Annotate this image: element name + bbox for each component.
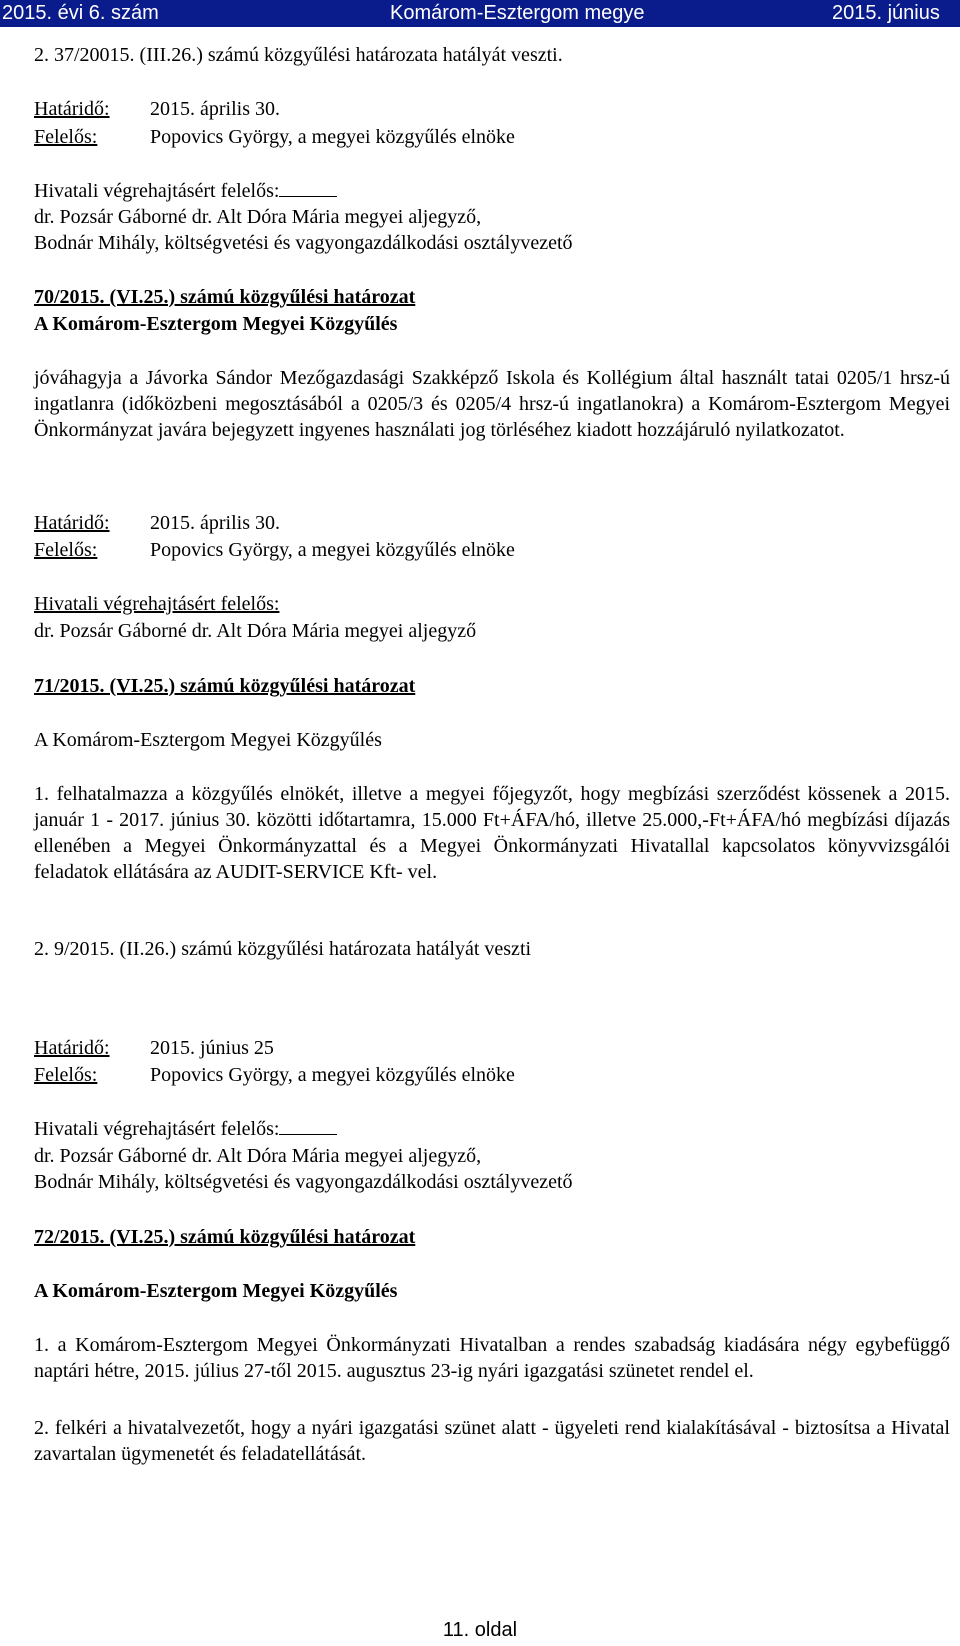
- office-responsible-label: Hivatali végrehajtásért felelős:: [34, 1116, 337, 1142]
- deadline-label: Határidő:: [34, 512, 110, 534]
- issue-label: 2015. évi 6. szám: [2, 2, 159, 24]
- resolution-subtitle: A Komárom-Esztergom Megyei Közgyűlés: [34, 1280, 398, 1302]
- resolution-body: jóváhagyja a Jávorka Sándor Mezőgazdasági Szakképző Iskola és Kollégium által használt tatai 0205/1 hrsz-ú ingatlanra (időközbeni megosztásából a 0205/3 és 0205/4 hrsz-ú ingatlanokra) a Komárom-Esztergom Megyei Önkormányzat javára bejegyzett ingyenes használati jog törléséhez kiadott hozzájáruló nyilatkozatot.: [34, 367, 950, 441]
- responsible-label: Felelős:: [34, 1064, 98, 1086]
- deadline-value: 2015. április 30.: [150, 512, 280, 534]
- office-responsible-line: dr. Pozsár Gáborné dr. Alt Dóra Mária megyei aljegyző,: [34, 206, 482, 228]
- office-responsible-line: dr. Pozsár Gáborné dr. Alt Dóra Mária megyei aljegyző,: [34, 1145, 482, 1167]
- resolution-title: 71/2015. (VI.25.) számú közgyűlési határozat: [34, 675, 416, 697]
- resolution-subtitle: A Komárom-Esztergom Megyei Közgyűlés: [34, 729, 382, 751]
- county-label: Komárom-Esztergom megye: [390, 2, 645, 24]
- resolution-body: 1. a Komárom-Esztergom Megyei Önkormányzati Hivatalban a rendes szabadság kiadására négy egybefüggő naptári hétre, 2015. július 27-től 2015. augusztus 23-ig nyári igazgatási szünetet rendel el.: [34, 1334, 950, 1382]
- page-number: 11. oldal: [442, 1619, 518, 1641]
- resolution-title: 72/2015. (VI.25.) számú közgyűlési határozat: [34, 1226, 416, 1248]
- office-responsible-line: Bodnár Mihály, költségvetési és vagyongazdálkodási osztályvezető: [34, 1171, 573, 1193]
- page-header: [0, 0, 960, 27]
- deadline-label: Határidő:: [34, 98, 110, 120]
- deadline-value: 2015. június 25: [150, 1037, 274, 1059]
- office-responsible-line: dr. Pozsár Gáborné dr. Alt Dóra Mária megyei aljegyző: [34, 620, 477, 642]
- resolution-title: 70/2015. (VI.25.) számú közgyűlési határozat: [34, 286, 416, 308]
- date-label: 2015. június: [832, 2, 940, 24]
- responsible-label: Felelős:: [34, 126, 98, 148]
- responsible-label: Felelős:: [34, 539, 98, 561]
- office-responsible-label: Hivatali végrehajtásért felelős:: [34, 178, 337, 204]
- resolution-body: 1. felhatalmazza a közgyűlés elnökét, illetve a megyei főjegyzőt, hogy megbízási szerződést kössenek a 2015. január 1 - 2017. június 30. közötti időtartamra, 15.000 Ft+ÁFA/hó, illetve 25.000,-Ft+ÁFA/hó megbízási díjazás ellenében a Megyei Önkormányzattal és a Megyei Önkormányzati Hivatallal kapcsolatos könyvvizsgálói feladatok ellátására az AUDIT-SERVICE Kft- vel.: [34, 783, 950, 883]
- office-responsible-label: Hivatali végrehajtásért felelős:: [34, 593, 280, 615]
- deadline-value: 2015. április 30.: [150, 98, 280, 120]
- responsible-value: Popovics György, a megyei közgyűlés elnöke: [150, 1064, 515, 1086]
- office-responsible-line: Bodnár Mihály, költségvetési és vagyongazdálkodási osztályvezető: [34, 232, 573, 254]
- resolution-body: 2. felkéri a hivatalvezetőt, hogy a nyári igazgatási szünet alatt - ügyeleti rend kialakításával - biztosítsa a Hivatal zavartalan ügymenetét és feladatellátását.: [34, 1417, 950, 1465]
- intro-text: 2. 37/20015. (III.26.) számú közgyűlési határozata hatályát veszti.: [34, 44, 563, 66]
- resolution-subtitle: A Komárom-Esztergom Megyei Közgyűlés: [34, 313, 398, 335]
- responsible-value: Popovics György, a megyei közgyűlés elnöke: [150, 126, 515, 148]
- deadline-label: Határidő:: [34, 1037, 110, 1059]
- responsible-value: Popovics György, a megyei közgyűlés elnöke: [150, 539, 515, 561]
- resolution-point: 2. 9/2015. (II.26.) számú közgyűlési határozata hatályát veszti: [34, 938, 532, 960]
